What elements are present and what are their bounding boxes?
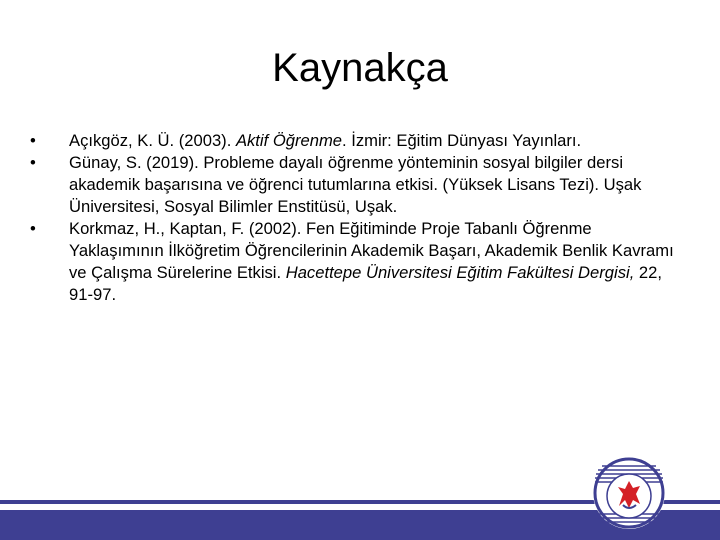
bullet: • <box>30 131 36 150</box>
reference-body: Korkmaz, H., Kaptan, F. (2002). Fen Eğitiminde Proje Tabanlı Öğrenme Yaklaşımının İlköğretim Öğrencilerinin Akademik Başarı, Akademik Benlik Kavramı ve Çalışma Sürelerine Etkisi. <box>69 219 674 282</box>
university-seal-icon <box>592 456 666 530</box>
reference-item <box>30 152 680 218</box>
reference-text <box>69 219 674 304</box>
reference-journal: Hacettepe Üniversitesi Eğitim Fakültesi Dergisi, <box>285 263 635 282</box>
reference-list <box>30 130 680 306</box>
reference-text <box>69 131 581 150</box>
bullet: • <box>30 219 36 238</box>
reference-body: Günay, S. (2019). Probleme dayalı öğrenme yönteminin sosyal bilgiler dersi akademik başarısına ve öğrenci tutumlarına etkisi. (Yüksek Lisans Tezi). Uşak Üniversitesi, Sosyal Bilimler Enstitüsü, Uşak. <box>69 153 642 216</box>
reference-item <box>30 218 680 306</box>
reference-book-title: Aktif Öğrenme <box>235 131 342 150</box>
slide-title: Kaynakça <box>272 46 448 90</box>
reference-authors-year: Açıkgöz, K. Ü. (2003). <box>69 131 236 150</box>
reference-text <box>69 153 641 216</box>
reference-item <box>30 130 680 152</box>
reference-volume-pages: 22, 91-97. <box>69 263 662 304</box>
reference-publisher: . İzmir: Eğitim Dünyası Yayınları. <box>342 131 582 150</box>
bullet: • <box>30 153 36 172</box>
